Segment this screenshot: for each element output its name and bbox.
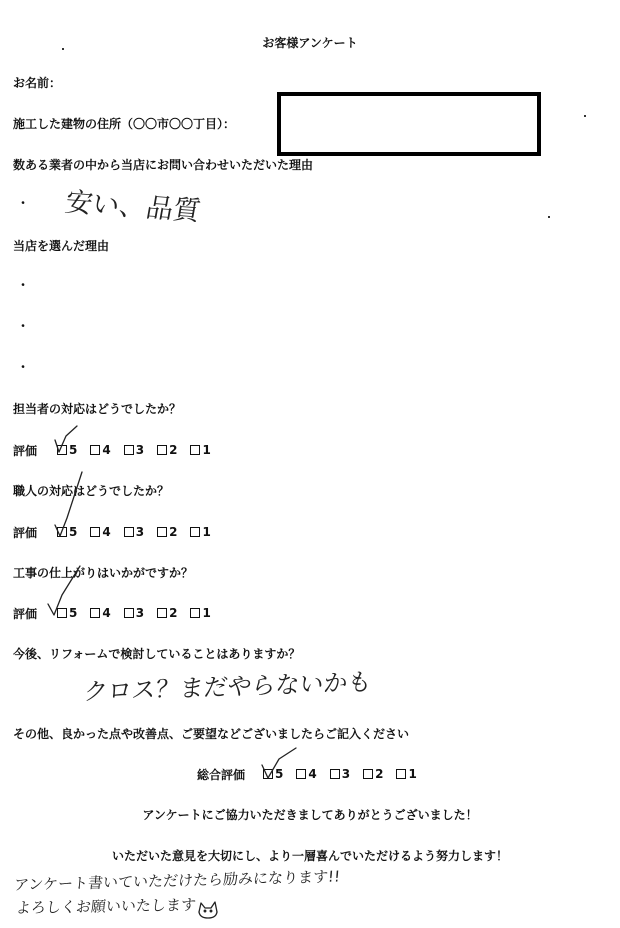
question-finish-quality: 工事の仕上がりはいかがですか？	[13, 566, 194, 580]
question-staff-response: 担当者の対応はどうでしたか？	[13, 402, 182, 416]
question-other-comments: その他、良かった点や改善点、ご要望などございましたらご記入ください	[13, 727, 410, 741]
rating-option-5[interactable]: 5	[57, 606, 77, 620]
rating-option-5[interactable]: 5	[263, 767, 283, 781]
question-reason-inquiry: 数ある業者の中から当店にお問い合わせいただいた理由	[13, 158, 314, 172]
bullet: ・	[17, 196, 30, 210]
address-label: 施工した建物の住所（〇〇市〇〇丁目）：	[13, 117, 236, 131]
checkbox-icon[interactable]	[296, 769, 306, 779]
checkbox-icon[interactable]	[57, 445, 67, 455]
rating-option-2[interactable]: 2	[157, 443, 177, 457]
rating-option-3[interactable]: 3	[330, 767, 350, 781]
checkbox-icon[interactable]	[90, 608, 100, 618]
rating-option-3[interactable]: 3	[124, 525, 144, 539]
handwritten-note-line2: よろしくお願いいたします	[15, 895, 197, 918]
checkbox-icon[interactable]	[157, 527, 167, 537]
checkbox-icon[interactable]	[263, 769, 273, 779]
checkbox-icon[interactable]	[124, 608, 134, 618]
bullet: ・	[17, 360, 30, 374]
rating-option-2[interactable]: 2	[157, 606, 177, 620]
checkbox-icon[interactable]	[57, 527, 67, 537]
handwritten-note-line1: アンケート書いていただけたら励みになります!!	[13, 867, 341, 895]
cat-face-icon	[199, 902, 217, 918]
rating-option-2[interactable]: 2	[363, 767, 383, 781]
checkbox-icon[interactable]	[157, 445, 167, 455]
rating-row-craftsman	[13, 524, 224, 540]
question-craftsman-response: 職人の対応はどうでしたか？	[13, 484, 170, 498]
rating-option-1[interactable]: 1	[396, 767, 416, 781]
page-title: お客様アンケート	[262, 36, 358, 50]
scan-speck	[584, 115, 586, 117]
checkbox-icon[interactable]	[124, 445, 134, 455]
rating-row-finish	[13, 605, 224, 621]
scan-speck	[62, 48, 64, 50]
checkbox-icon[interactable]	[90, 527, 100, 537]
checkbox-icon[interactable]	[363, 769, 373, 779]
rating-option-5[interactable]: 5	[57, 525, 77, 539]
checkbox-icon[interactable]	[57, 608, 67, 618]
scan-speck	[548, 216, 550, 218]
checkbox-icon[interactable]	[124, 527, 134, 537]
rating-option-2[interactable]: 2	[157, 525, 177, 539]
handwritten-answer-reason: 安い、品質	[62, 187, 203, 228]
rating-row-overall	[197, 766, 430, 782]
bullet: ・	[17, 319, 30, 333]
rating-label: 総合評価	[197, 767, 246, 782]
checkbox-icon[interactable]	[190, 608, 200, 618]
checkbox-icon[interactable]	[190, 527, 200, 537]
rating-option-3[interactable]: 3	[124, 606, 144, 620]
rating-option-5[interactable]: 5	[57, 443, 77, 457]
rating-option-4[interactable]: 4	[296, 767, 316, 781]
handwritten-answer-reform: クロス？まだやらないかも	[82, 667, 374, 707]
checkbox-icon[interactable]	[330, 769, 340, 779]
rating-option-4[interactable]: 4	[90, 525, 110, 539]
effort-message: いただいた意見を大切にし、より一層喜んでいただけるよう努力します！	[111, 849, 508, 863]
question-reason-choice: 当店を選んだ理由	[13, 239, 110, 253]
question-future-reform: 今後、リフォームで検討していることはありますか？	[13, 647, 301, 661]
rating-option-1[interactable]: 1	[190, 606, 210, 620]
rating-option-3[interactable]: 3	[124, 443, 144, 457]
redacted-address-box	[277, 92, 541, 156]
checkbox-icon[interactable]	[396, 769, 406, 779]
rating-option-1[interactable]: 1	[190, 525, 210, 539]
rating-label: 評価	[13, 443, 38, 458]
rating-option-1[interactable]: 1	[190, 443, 210, 457]
checkbox-icon[interactable]	[90, 445, 100, 455]
bullet: ・	[17, 278, 30, 292]
rating-option-4[interactable]: 4	[90, 606, 110, 620]
rating-option-4[interactable]: 4	[90, 443, 110, 457]
checkbox-icon[interactable]	[190, 445, 200, 455]
checkbox-icon[interactable]	[157, 608, 167, 618]
rating-row-staff	[13, 442, 224, 458]
thanks-message: アンケートにご協力いただきましてありがとうございました！	[142, 808, 478, 822]
name-label: お名前：	[13, 76, 62, 90]
rating-label: 評価	[13, 606, 38, 621]
rating-label: 評価	[13, 525, 38, 540]
